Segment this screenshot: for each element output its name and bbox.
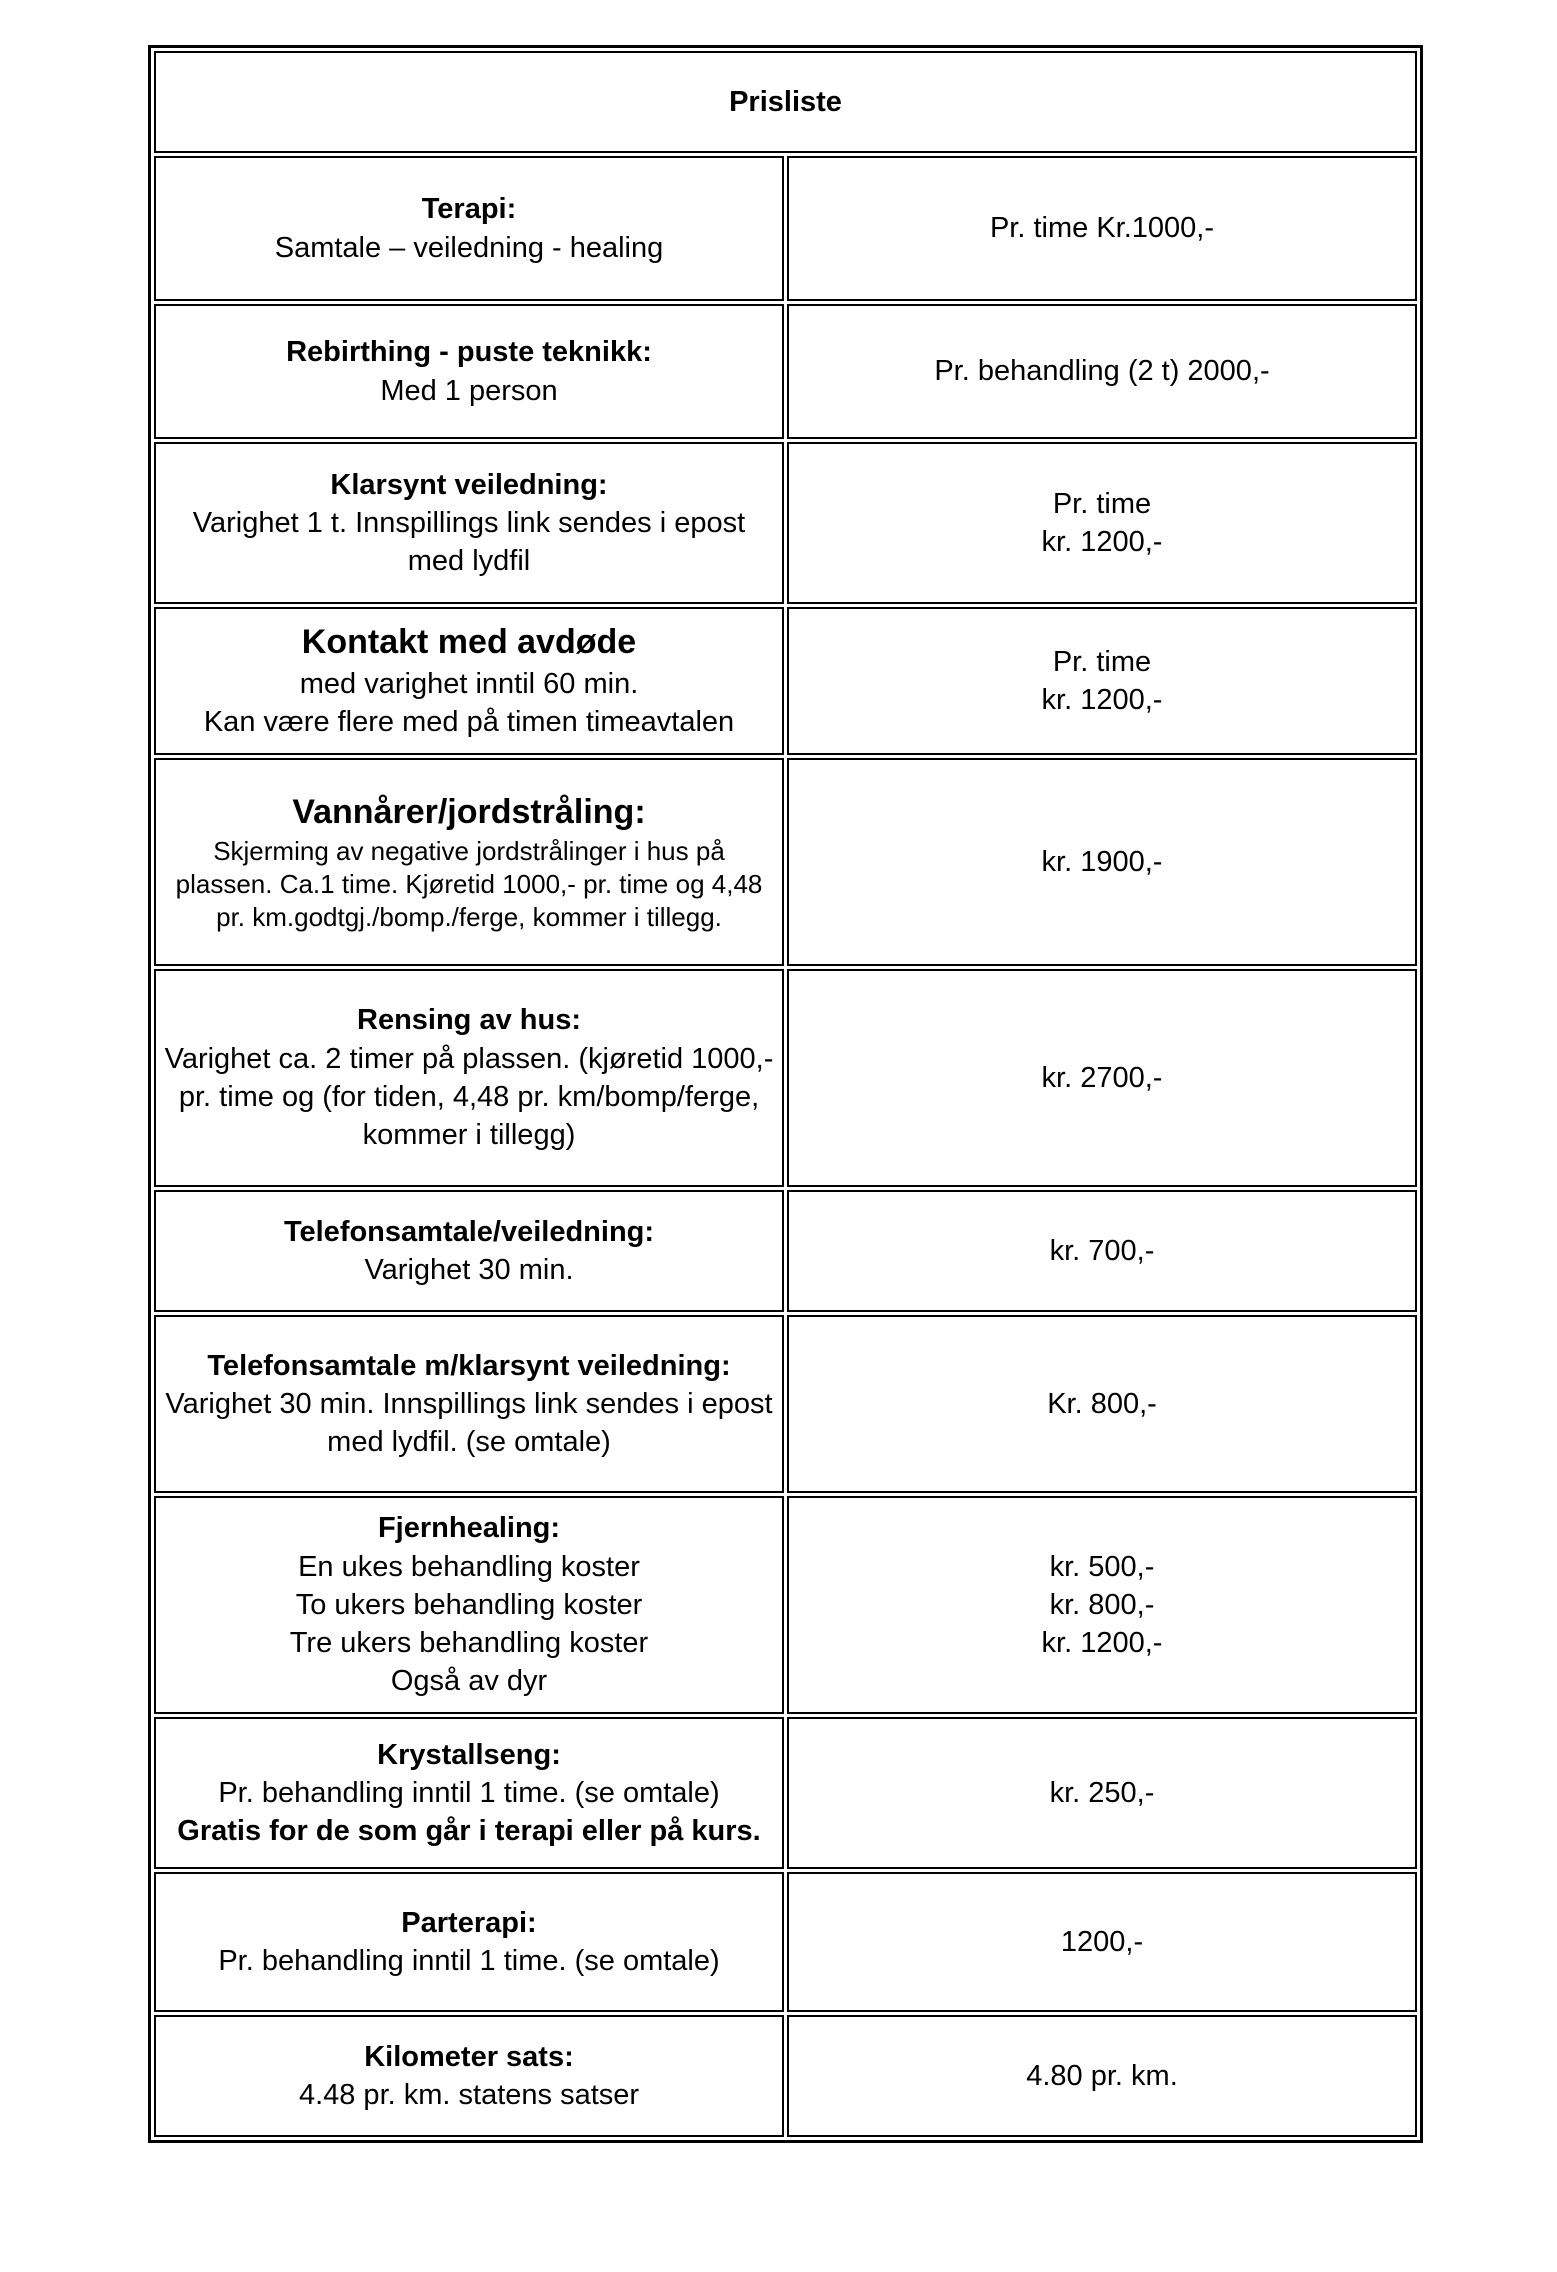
price-cell bbox=[787, 1315, 1417, 1493]
price-cell bbox=[787, 156, 1417, 301]
price-cell bbox=[787, 442, 1417, 604]
price-line: kr. 800,- bbox=[1049, 1588, 1155, 1621]
service-description: Pr. behandling inntil 1 time. (se omtale) bbox=[218, 1945, 720, 1977]
service-description: Varighet 30 min. Innspillings link sendes i epost med lydfil. (se omtale) bbox=[165, 1387, 773, 1459]
table-row bbox=[154, 1496, 1417, 1714]
service-description: Varighet ca. 2 timer på plassen. (kjøretid 1000,- pr. time og (for tiden, 4,48 pr. km/bomp/ferge, kommer i tillegg) bbox=[164, 1042, 774, 1152]
service-title: Vannårer/jordstråling: bbox=[292, 792, 646, 831]
service-description: En ukes behandling koster bbox=[298, 1550, 640, 1583]
service-description: Også av dyr bbox=[390, 1665, 548, 1698]
price-line: Pr. time bbox=[1052, 645, 1152, 678]
service-title: Krystallseng: bbox=[377, 1738, 561, 1771]
page-title: Prisliste bbox=[154, 51, 1417, 153]
price-line: Pr. time bbox=[1052, 487, 1152, 520]
service-cell bbox=[154, 1190, 784, 1312]
price-line: kr. 2700,- bbox=[1041, 1061, 1163, 1094]
service-description: 4.48 pr. km. statens satser bbox=[298, 2079, 640, 2111]
service-title: Parterapi: bbox=[401, 1906, 537, 1939]
service-title: Terapi: bbox=[421, 193, 517, 226]
table-row bbox=[154, 758, 1417, 966]
table-row bbox=[154, 969, 1417, 1187]
service-cell bbox=[154, 304, 784, 439]
service-cell bbox=[154, 607, 784, 755]
price-line: kr. 1200,- bbox=[1041, 1627, 1163, 1660]
service-description: med varighet inntil 60 min. bbox=[299, 668, 639, 701]
service-cell bbox=[154, 969, 784, 1187]
price-cell bbox=[787, 1496, 1417, 1714]
service-title: Rensing av hus: bbox=[357, 1004, 581, 1037]
price-cell bbox=[787, 2015, 1417, 2137]
price-cell bbox=[787, 1717, 1417, 1869]
price-line: kr. 1200,- bbox=[1041, 684, 1163, 716]
table-row bbox=[154, 442, 1417, 604]
price-cell bbox=[787, 1190, 1417, 1312]
service-cell bbox=[154, 156, 784, 301]
table-row bbox=[154, 607, 1417, 755]
service-description: Skjerming av negative jordstrålinger i hus på plassen. Ca.1 time. Kjøretid 1000,- pr. time og 4,48 pr. km.godtgj./bomp./ferge, kommer i tillegg. bbox=[175, 835, 763, 933]
service-title: Kontakt med avdøde bbox=[301, 623, 637, 662]
service-title: Kilometer sats: bbox=[364, 2040, 574, 2073]
service-title: Fjernhealing: bbox=[377, 1512, 561, 1545]
service-description: To ukers behandling koster bbox=[295, 1588, 643, 1621]
service-cell bbox=[154, 758, 784, 966]
price-cell bbox=[787, 1872, 1417, 2012]
price-line: 1200,- bbox=[1060, 1925, 1144, 1958]
table-row bbox=[154, 304, 1417, 439]
service-description: Tre ukers behandling koster bbox=[289, 1627, 649, 1660]
service-description: Med 1 person bbox=[380, 374, 558, 407]
title-row bbox=[154, 51, 1417, 153]
service-note: Gratis for de som går i terapi eller på kurs. bbox=[177, 1815, 761, 1848]
price-cell bbox=[787, 758, 1417, 966]
service-title: Telefonsamtale m/klarsynt veiledning: bbox=[207, 1349, 731, 1382]
service-cell bbox=[154, 1872, 784, 2012]
price-line: 4.80 pr. km. bbox=[1026, 2059, 1178, 2092]
service-description: Kan være flere med på timen timeavtalen bbox=[203, 706, 735, 739]
service-cell bbox=[154, 2015, 784, 2137]
table-row bbox=[154, 1872, 1417, 2012]
price-line: kr. 250,- bbox=[1049, 1776, 1155, 1809]
table-row bbox=[154, 1190, 1417, 1312]
price-line: Pr. behandling (2 t) 2000,- bbox=[934, 355, 1270, 388]
price-line: kr. 700,- bbox=[1049, 1234, 1155, 1267]
price-line: Pr. time Kr.1000,- bbox=[989, 212, 1215, 245]
price-line: kr. 1900,- bbox=[1041, 845, 1163, 878]
table-row bbox=[154, 1315, 1417, 1493]
service-description: Samtale – veiledning - healing bbox=[274, 231, 664, 264]
service-title: Rebirthing - puste teknikk: bbox=[286, 336, 652, 369]
service-title: Telefonsamtale/veiledning: bbox=[283, 1215, 655, 1248]
price-cell bbox=[787, 969, 1417, 1187]
table-row bbox=[154, 156, 1417, 301]
service-description: Varighet 1 t. Innspillings link sendes i epost med lydfil bbox=[192, 506, 746, 578]
table-row bbox=[154, 1717, 1417, 1869]
service-description: Pr. behandling inntil 1 time. (se omtale) bbox=[218, 1776, 720, 1809]
service-cell bbox=[154, 442, 784, 604]
price-line: kr. 500,- bbox=[1049, 1550, 1155, 1583]
price-line: Kr. 800,- bbox=[1047, 1387, 1157, 1420]
service-cell bbox=[154, 1717, 784, 1869]
price-cell bbox=[787, 304, 1417, 439]
service-cell bbox=[154, 1496, 784, 1714]
service-cell bbox=[154, 1315, 784, 1493]
service-description: Varighet 30 min. bbox=[364, 1254, 574, 1286]
price-list-table bbox=[148, 45, 1423, 2143]
price-line: kr. 1200,- bbox=[1041, 526, 1163, 558]
service-title: Klarsynt veiledning: bbox=[330, 468, 608, 501]
price-cell bbox=[787, 607, 1417, 755]
table-row bbox=[154, 2015, 1417, 2137]
